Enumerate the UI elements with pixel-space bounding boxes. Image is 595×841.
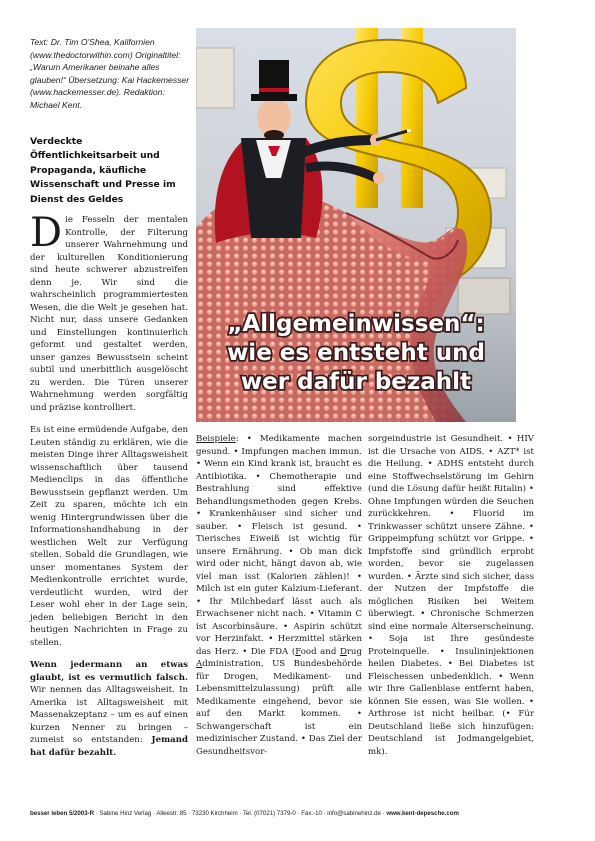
fda-text-3: dministration, US Bundesbehörde für Drogen, Medikament- und Lebensmittelzulassung) prüft alle Medikamente eingehend, bevor sie auf den Markt kommen. • Schwangerschaft ist ein medizinischer Zustand. • Das Ziel der Gesundheitsvor- <box>196 659 362 757</box>
paragraph-1 <box>30 210 188 414</box>
illustration-svg <box>196 28 516 422</box>
column-3 <box>368 433 534 768</box>
examples-paragraph <box>196 433 362 758</box>
paragraph-3-lead: Wenn jedermann an etwas glaubt, ist es vermutlich falsch. <box>30 660 188 683</box>
credits-text: Text: Dr. Tim O'Shea, Kalifornien (www.thedoctorwithin.com) Originaltitel: „Warum Amerikaner beinahe alles glauben!“ Übersetzung: Kai Hackemesser (www.hackemesser.de). Redaktion: Michael Kent. <box>30 37 190 110</box>
examples-label: Beispiele <box>196 434 236 444</box>
fda-text-1: ood and <box>300 646 340 657</box>
paragraph-3-text: Wir nennen das Alltagsweisheit. In Amerika ist Alltagsweisheit mit Massenakzeptanz – um es auf einen kurzen Nenner zu bringen – zumeist so entstanden: <box>30 685 188 745</box>
title-line-3: wer dafür bezahlt <box>240 369 472 395</box>
examples-text: : • Medikamente machen gesund. • Impfungen machen immun. • Wenn ein Kind krank ist, braucht es Antibiotika. • Chemotherapie und Bestrahlung sind effektive Behandlungsmethoden gegen Krebs. • Krankenhäuser sind sicher und sauber. • Fleisch ist gesund. • Tierisches Eiweiß ist wichtig für unsere Ernährung. • Ob man dick wird oder nicht, hängt davon ab, wie viel man isst (Kalorien zählen)! • Milch ist ein guter Kalzium-Lieferant. • Ihr Milchbedarf lässt auch als Erwachsener nicht nach. • Vitamin C ist Ascorbinsäure. • Aspirin schützt vor Herzinfakt. • Herzmittel stärken das Herz. • Die FDA ( <box>196 434 362 657</box>
examples-continued: sorgeindustrie ist Gesundheit. • HIV ist die Ursache von AIDS. • AZT* ist die Heilung. • ADHS entsteht durch eine Stoffwechselstörung im Gehirn (und die Lösung dafür heißt Ritalin) • Ohne Impfungen würden die Seuchen zurückkehren. • Fluorid im Trinkwasser schützt unsere Zähne. • Grippeimpfung schützt vor Grippe. • Impfstoffe sind gründlich erprobt worden, bevor sie zugelassen wurden. • Ärzte sind sich sicher, dass der Nutzen der Impfstoffe die möglichen Risiken bei Weitem überwiegt. • Chronische Schmerzen sind eine normale Alterserscheinung. • Soja ist Ihre gesündeste Proteinquelle. • Insulininjektionen heilen Diabetes. • Bei Diabetes ist Fleischessen unbedenklich. • Wenn wir Ihre Gallenblase entfernt haben, können Sie essen, was Sie wollen. • Arthrose ist nicht heilbar. (• Für Deutschland ließe sich hinzufügen: Deutschland ist Jodmangelgebiet, mk). <box>368 434 534 757</box>
paragraph-2: Es ist eine ermüdende Aufgabe, den Leuten ständig zu erklären, wie die meisten Dinge ihrer Alltagsweisheit wissenschaftlich über tausend Medienclips in das öffentliche Bewusstsein gepflanzt werden. Um Zeit zu sparen, möchte ich ein wenig Hintergrundwissen über die Informationshandhabung in der westlichen Welt zur Verfügung stellen. Sobald die Grundlagen, wie unser momentanes System der Medienkontrolle errichtet wurde, verdeutlicht wurden, wird der Leser wohl eher in der Lage sein, jeden beliebigen Bericht in den heutigen Nachrichten in Frage zu stellen. <box>30 425 188 648</box>
illustration <box>196 28 516 422</box>
footer-issue: besser leben 5/2003-R <box>30 810 95 817</box>
fda-text-2: rug <box>346 646 362 657</box>
fda-letter-f: F <box>295 646 301 657</box>
article-subheading: Verdeckte Öffentlichkeitsarbeit und Propaganda, käufliche Wissenschaft und Presse im Dienst des Geldes <box>30 136 176 205</box>
footer-publisher: · Sabine Hinz Verlag · Alleestr. 85 · 73230 Kirchheim · Tel. (07021) 7379-0 · Fax:-10 · info@sabinehinz.de · <box>94 810 387 817</box>
column-2 <box>196 433 362 768</box>
article-title <box>227 311 485 395</box>
fda-letter-d: D <box>339 646 347 657</box>
footer-website: www.kent-depesche.com <box>386 810 459 817</box>
title-line-2: wie es entsteht und <box>227 340 485 366</box>
page-footer <box>30 810 550 817</box>
column-1 <box>30 210 188 769</box>
paragraph-3 <box>30 659 188 759</box>
paragraph-1-text: ie Fesseln der mentalen Kontrolle, der Filterung unserer Wahrnehmung und der kulturellen Konditionierung sind heute schwerer abzustreifen denn je. Wir sind die wahrscheinlich programmiertesten Wesen, die die Welt je gesehen hat. Nicht nur, dass unsere Gedanken und Einstellungen kontinuierlich geformt und gestaltet werden, unser ganzes Bewusstsein scheint subtil und unerbittlich ausgelöscht zu werden. Die Türen unserer Wahrnehmung werden sorgfältig und präzise kontrolliert. <box>30 215 188 413</box>
title-line-1: „Allgemeinwissen“: <box>227 311 485 337</box>
paragraph-3-end: Jemand hat dafür bezahlt. <box>30 735 188 758</box>
drop-cap: D <box>30 210 63 256</box>
fda-letter-a: A <box>196 659 203 669</box>
